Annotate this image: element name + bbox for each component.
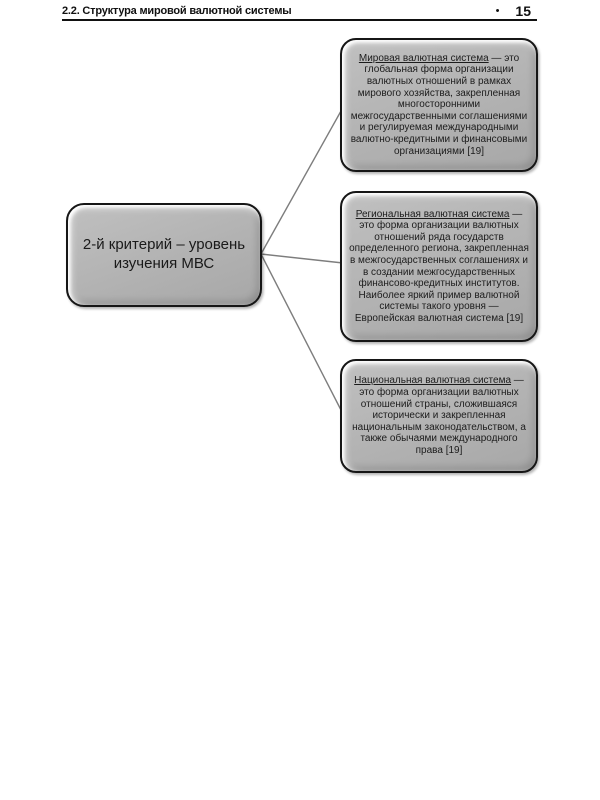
section-title: 2.2. Структура мировой валютной системы: [62, 5, 292, 17]
node-national-term: Национальная валютная система: [354, 375, 512, 387]
node-world-currency-system: [340, 38, 538, 172]
node-national-definition: — это форма организации валютных отношений страны, сложившаяся исторически и закрепленная национальным законодательством, а также обычаями международного права [19]: [352, 375, 526, 456]
node-criterion-label: 2-й критерий – уровень изучения МВС: [82, 236, 246, 272]
node-national-text: [349, 375, 529, 456]
node-criterion: [66, 203, 262, 307]
node-regional-text: [349, 209, 529, 325]
connector-line-national: [261, 254, 342, 412]
node-regional-term: Региональная валютная система: [355, 208, 510, 220]
node-regional-currency-system: [340, 191, 538, 342]
node-world-text: [349, 53, 529, 157]
page-number: 15: [515, 3, 531, 19]
node-world-definition: — это глобальная форма организации валютных отношений в рамках мирового хозяйства, закрепленная многосторонними межгосударственными соглашениями и регулируемая международными валютно-кредитными и финансовыми организациями [19]: [350, 52, 528, 157]
node-national-currency-system: [340, 359, 538, 473]
node-regional-definition: — это форма организации валютных отношений ряда государств определенного региона, закрепленная в межгосударственных соглашениях и в создании межгосударственных финансово-кредитных институтов. Наиболее яркий пример валютной системы такого уровня — Европейская валютная система [19]: [349, 208, 529, 324]
connector-line-regional: [261, 254, 343, 263]
connector-line-world: [261, 111, 341, 254]
bullet-separator: •: [495, 4, 500, 17]
node-world-term: Мировая валютная система: [358, 52, 489, 64]
